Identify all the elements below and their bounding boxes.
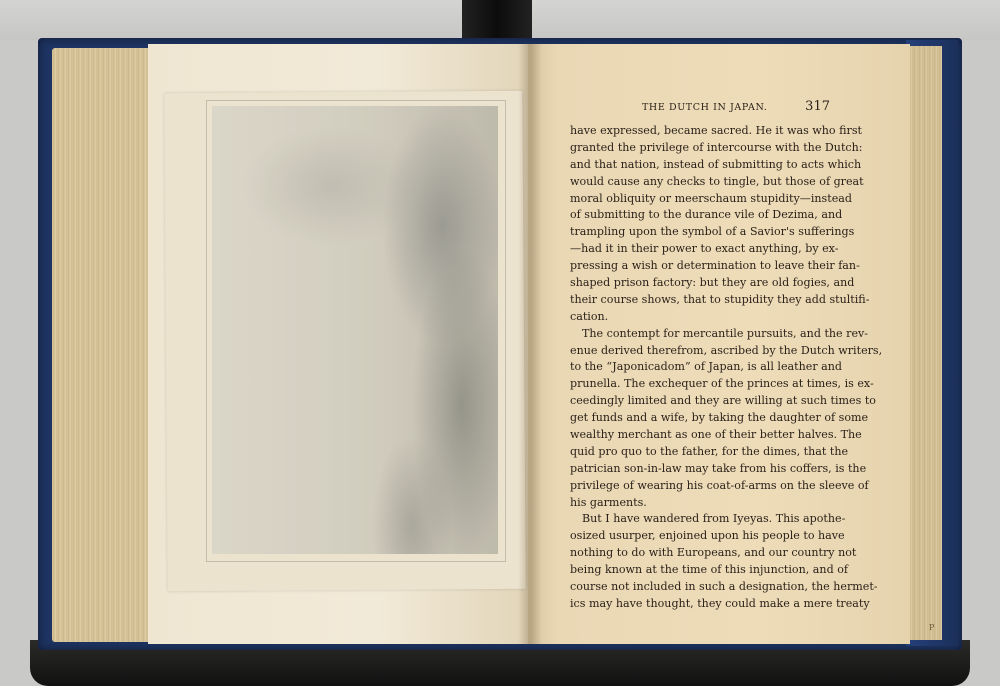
text-line: pressing a wish or determination to leave their fan- xyxy=(570,259,860,273)
text-line: his garments. xyxy=(570,495,647,509)
text-line: cation. xyxy=(570,309,609,323)
text-line: ceedingly limited and they are willing at such times to xyxy=(570,394,876,408)
running-head-title: THE DUTCH IN JAPAN. xyxy=(642,102,768,113)
text-line: granted the privilege of intercourse with the Dutch: xyxy=(570,140,863,154)
text-line: privilege of wearing his coat-of-arms on the sleeve of xyxy=(570,478,869,492)
text-line: quid pro quo to the father, for the dimes, that the xyxy=(570,444,849,458)
running-head xyxy=(572,100,830,116)
body-text xyxy=(570,123,883,613)
page-edges-left xyxy=(52,48,152,642)
text-line: shaped prison factory: but they are old fogies, and xyxy=(570,276,855,290)
text-line: to the “Japonicadom” of Japan, is all leather and xyxy=(570,360,843,374)
page-edges-right xyxy=(908,46,942,640)
text-line: But I have wandered from Iyeyas. This apothe- xyxy=(582,512,846,526)
text-line: their course shows, that to stupidity they add stultifi- xyxy=(570,292,870,306)
text-line: have expressed, became sacred. He it was who first xyxy=(570,124,862,137)
text-line: of submitting to the durance vile of Dezima, and xyxy=(570,208,843,222)
text-line: The contempt for mercantile pursuits, and the rev- xyxy=(582,326,869,340)
text-line: —had it in their power to exact anything, by ex- xyxy=(570,242,839,256)
text-line: nothing to do with Europeans, and our country not xyxy=(570,546,857,560)
text-line: patrician son-in-law may take from his coffers, is the xyxy=(570,461,867,475)
gutter xyxy=(518,44,542,644)
text-line: enue derived therefrom, ascribed by the Dutch writers, xyxy=(570,343,883,357)
engraving-plate xyxy=(212,106,498,554)
text-line: prunella. The exchequer of the princes at times, is ex- xyxy=(570,377,874,391)
text-line: wealthy merchant as one of their better halves. The xyxy=(570,428,862,442)
text-line: moral obliquity or meerschaum stupidity—instead xyxy=(570,191,852,205)
text-line: and that nation, instead of submitting to acts which xyxy=(570,157,862,171)
text-line: would cause any checks to tingle, but those of great xyxy=(570,174,864,188)
text-line: get funds and a wife, by taking the daughter of some xyxy=(570,411,869,425)
text-line: course not included in such a designation, the hermet- xyxy=(570,580,878,594)
edge-mark: P xyxy=(929,623,935,632)
text-line: ics may have thought, they could make a mere treaty xyxy=(570,596,870,610)
page-number: 317 xyxy=(805,99,830,114)
text-line: osized usurper, enjoined upon his people to have xyxy=(570,529,845,543)
text-line: trampling upon the symbol of a Savior's sufferings xyxy=(570,225,855,239)
text-line: being known at the time of this injunction, and of xyxy=(570,563,848,577)
